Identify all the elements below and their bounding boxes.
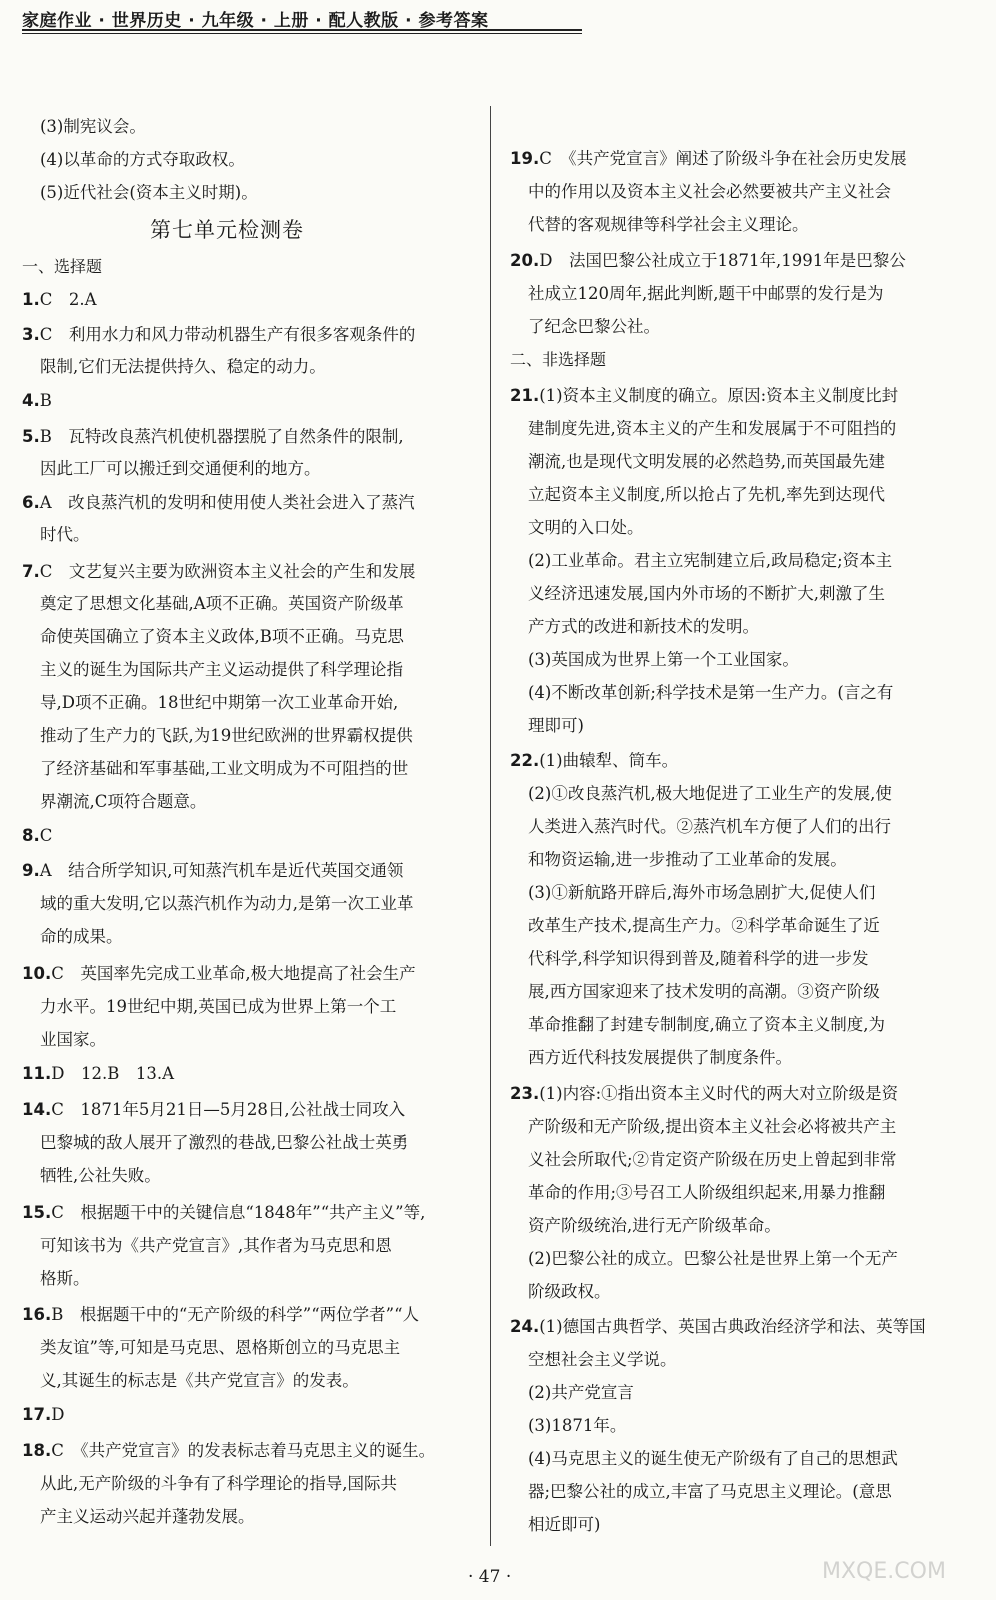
answer-item xyxy=(22,1063,174,1085)
answer-text: 立起资本主义制度,所以抢占了先机,率先到达现代 xyxy=(528,485,885,504)
section-heading xyxy=(510,349,606,371)
answer-item xyxy=(22,390,52,412)
answer-line xyxy=(528,283,883,305)
answer-item xyxy=(22,1304,419,1326)
answer-text: (5)近代社会(资本主义时期)。 xyxy=(40,183,258,202)
answer-line xyxy=(40,1132,408,1154)
page-number: · 47 · xyxy=(468,1567,512,1587)
answer-text: 产主义运动兴起并蓬勃发展。 xyxy=(40,1507,255,1526)
answer-line xyxy=(40,725,413,747)
answer-text: 从此,无产阶级的斗争有了科学理论的指导,国际共 xyxy=(40,1474,397,1493)
answer-text: C xyxy=(39,826,53,845)
answer-text: 相近即可) xyxy=(528,1515,601,1534)
answer-text: 阶级政权。 xyxy=(528,1282,611,1301)
answer-item xyxy=(510,148,907,170)
answer-text: (2)工业革命。君主立宪制建立后,政局稳定;资本主 xyxy=(528,551,893,570)
answer-text: (1)资本主义制度的确立。原因:资本主义制度比封 xyxy=(539,386,899,405)
answer-text: 导,D项不正确。18世纪中期第一次工业革命开始, xyxy=(40,693,399,712)
header-rule xyxy=(22,29,582,31)
answer-text: 社成立120周年,据此判断,题干中邮票的发行是为 xyxy=(528,284,884,303)
answer-text: (3)英国成为世界上第一个工业国家。 xyxy=(528,650,799,669)
answer-text: C 根据题干中的关键信息“1848年”“共产主义”等, xyxy=(51,1203,426,1222)
answer-text: 命使英国确立了资本主义政体,B项不正确。马克思 xyxy=(40,627,404,646)
answer-text: (2)①改良蒸汽机,极大地促进了工业生产的发展,使 xyxy=(528,784,892,803)
question-number: 15. xyxy=(22,1203,52,1222)
answer-line xyxy=(40,149,245,171)
answer-item xyxy=(510,750,678,772)
answer-text: 一、选择题 xyxy=(22,257,103,276)
answer-line xyxy=(40,182,258,204)
answer-line xyxy=(528,583,885,605)
answer-line xyxy=(528,783,892,805)
answer-line xyxy=(528,316,660,338)
answer-line xyxy=(528,550,892,572)
answer-line xyxy=(40,356,326,378)
answer-text: 革命推翻了封建专制制度,确立了资本主义制度,为 xyxy=(528,1015,885,1034)
answer-text: 力水平。19世纪中期,英国已成为世界上第一个工 xyxy=(40,997,397,1016)
answer-line xyxy=(528,715,584,737)
answer-text: 空想社会主义学说。 xyxy=(528,1350,677,1369)
answer-line xyxy=(528,418,896,440)
answer-line xyxy=(528,1248,898,1270)
answer-text: 奠定了思想文化基础,A项不正确。英国资产阶级革 xyxy=(40,594,404,613)
answer-line xyxy=(40,1337,400,1359)
question-number: 8. xyxy=(22,826,40,845)
answer-item xyxy=(22,289,97,311)
answer-text: C 利用水力和风力带动机器生产有很多客观条件的 xyxy=(39,325,416,344)
answer-line xyxy=(528,649,799,671)
answer-text: 域的重大发明,它以蒸汽机作为动力,是第一次工业革 xyxy=(40,894,414,913)
answer-line xyxy=(40,692,398,714)
answer-line xyxy=(40,524,90,546)
answer-text: (2)巴黎公社的成立。巴黎公社是世界上第一个无产 xyxy=(528,1249,898,1268)
answer-line xyxy=(40,926,123,948)
answer-line xyxy=(40,1370,359,1392)
answer-text: (4)马克思主义的诞生使无产阶级有了自己的思想武 xyxy=(528,1449,898,1468)
answer-item xyxy=(22,963,416,985)
answer-line xyxy=(528,1215,781,1237)
answer-line xyxy=(528,181,891,203)
answer-text: (1)内容:①指出资本主义时代的两大对立阶级是资 xyxy=(539,1084,899,1103)
answer-item xyxy=(22,492,415,514)
question-number: 1. xyxy=(22,290,40,309)
answer-text: D 12.B 13.A xyxy=(51,1064,174,1083)
answer-text: A 改良蒸汽机的发明和使用使人类社会进入了蒸汽 xyxy=(39,493,415,512)
answer-text: 改革生产技术,提高生产力。②科学革命诞生了近 xyxy=(528,916,880,935)
answer-text: 代科学,科学知识得到普及,随着科学的进一步发 xyxy=(528,949,869,968)
answer-item xyxy=(22,1404,64,1426)
question-number: 6. xyxy=(22,493,40,512)
question-number: 22. xyxy=(510,751,540,770)
answer-line xyxy=(528,1415,626,1437)
answer-item xyxy=(510,385,898,407)
answer-item xyxy=(510,250,906,272)
answer-text: B 根据题干中的“无产阶级的科学”“两位学者”“人 xyxy=(51,1305,420,1324)
answer-item xyxy=(22,324,415,346)
header-title: 家庭作业 · 世界历史 · 九年级 · 上册 · 配人教版 · 参考答案 xyxy=(22,11,489,31)
answer-text: B xyxy=(39,391,52,410)
answer-line xyxy=(40,458,321,480)
answer-text: 巴黎城的敌人展开了激烈的巷战,巴黎公社战士英勇 xyxy=(40,1133,409,1152)
answer-text: 和物资运输,进一步推动了工业革命的发展。 xyxy=(528,850,847,869)
answer-line xyxy=(528,882,875,904)
answer-line xyxy=(528,682,893,704)
header-rule-thin xyxy=(22,33,582,34)
answer-text: C 文艺复兴主要为欧洲资本主义社会的产生和发展 xyxy=(39,562,416,581)
answer-text: 义经济迅速发展,国内外市场的不断扩大,刺激了生 xyxy=(528,584,885,603)
question-number: 11. xyxy=(22,1064,52,1083)
answer-line xyxy=(40,116,146,138)
answer-text: 文明的入口处。 xyxy=(528,518,644,537)
answer-line xyxy=(40,893,414,915)
answer-line xyxy=(528,948,869,970)
answer-text: (3)①新航路开辟后,海外市场急剧扩大,促使人们 xyxy=(528,883,876,902)
watermark-logo xyxy=(818,1486,978,1586)
answer-text: 资产阶级统治,进行无产阶级革命。 xyxy=(528,1216,781,1235)
answer-text: B 瓦特改良蒸汽机使机器摆脱了自然条件的限制, xyxy=(39,427,404,446)
answer-text: (3)制宪议会。 xyxy=(40,117,146,136)
answer-text: A 结合所学知识,可知蒸汽机车是近代英国交通领 xyxy=(39,861,404,880)
answer-line xyxy=(528,214,809,236)
answer-line xyxy=(40,1235,392,1257)
answer-line xyxy=(528,1014,885,1036)
answer-line xyxy=(528,1149,897,1171)
answer-text: 命的成果。 xyxy=(40,927,123,946)
answer-line xyxy=(40,758,408,780)
question-number: 19. xyxy=(510,149,540,168)
answer-line xyxy=(528,1349,677,1371)
answer-text: 义社会所取代;②肯定资产阶级在历史上曾起到非常 xyxy=(528,1150,897,1169)
answer-line xyxy=(528,981,880,1003)
question-number: 18. xyxy=(22,1441,52,1460)
answer-item xyxy=(510,1316,926,1338)
answer-item xyxy=(510,1083,898,1105)
answer-item xyxy=(22,1440,435,1462)
answer-text: 潮流,也是现代文明发展的必然趋势,而英国最先建 xyxy=(528,452,885,471)
answer-text: C 《共产党宣言》的发表标志着马克思主义的诞生。 xyxy=(51,1441,436,1460)
answer-text: 牺牲,公社失败。 xyxy=(40,1166,161,1185)
answer-line xyxy=(40,791,206,813)
answer-text: 限制,它们无法提供持久、稳定的动力。 xyxy=(40,357,326,376)
answer-text: 建制度先进,资本主义的产生和发展属于不可阻挡的 xyxy=(528,419,897,438)
answer-text: 展,西方国家迎来了技术发明的高潮。③资产阶级 xyxy=(528,982,880,1001)
answer-line xyxy=(528,517,644,539)
answer-line xyxy=(528,1281,611,1303)
answer-text: 因此工厂可以搬迁到交通便利的地方。 xyxy=(40,459,321,478)
answer-line xyxy=(40,626,404,648)
answer-line xyxy=(528,849,847,871)
answer-text: 产方式的改进和新技术的发明。 xyxy=(528,617,759,636)
answer-text: 理即可) xyxy=(528,716,584,735)
question-number: 3. xyxy=(22,325,40,344)
answer-line xyxy=(528,451,885,473)
answer-line xyxy=(40,996,396,1018)
question-number: 5. xyxy=(22,427,40,446)
answer-text: (1)德国古典哲学、英国古典政治经济学和法、英等国 xyxy=(539,1317,926,1336)
answer-text: 了经济基础和军事基础,工业文明成为不可阻挡的世 xyxy=(40,759,409,778)
answer-text: D 法国巴黎公社成立于1871年,1991年是巴黎公 xyxy=(539,251,906,270)
answer-text: (4)不断改革创新;科学技术是第一生产力。(言之有 xyxy=(528,683,894,702)
answer-item xyxy=(22,860,403,882)
question-number: 17. xyxy=(22,1405,52,1424)
answer-text: 代替的客观规律等科学社会主义理论。 xyxy=(528,215,809,234)
watermark-text: MXQE.COM xyxy=(822,1559,946,1584)
answer-text: 人类进入蒸汽时代。②蒸汽机车方便了人们的出行 xyxy=(528,817,891,836)
question-number: 20. xyxy=(510,251,540,270)
answer-item xyxy=(22,561,415,583)
answer-item xyxy=(22,426,404,448)
question-number: 23. xyxy=(510,1084,540,1103)
answer-text: C 《共产党宣言》阐述了阶级斗争在社会历史发展 xyxy=(539,149,907,168)
answer-text: 主义的诞生为国际共产主义运动提供了科学理论指 xyxy=(40,660,403,679)
answer-item xyxy=(22,1099,405,1121)
answer-line xyxy=(40,1165,161,1187)
answer-line xyxy=(40,659,403,681)
answer-text: 了纪念巴黎公社。 xyxy=(528,317,660,336)
answer-text: 时代。 xyxy=(40,525,90,544)
page-header xyxy=(22,0,582,34)
answer-text: 推动了生产力的飞跃,为19世纪欧洲的世界霸权提供 xyxy=(40,726,413,745)
answer-line xyxy=(528,1182,885,1204)
answer-text: 革命的作用;③号召工人阶级组织起来,用暴力推翻 xyxy=(528,1183,886,1202)
column-divider xyxy=(490,106,491,1546)
answer-text: 二、非选择题 xyxy=(510,350,607,369)
unit-title: 第七单元检测卷 xyxy=(150,218,304,242)
question-number: 10. xyxy=(22,964,52,983)
answer-line xyxy=(528,1514,600,1536)
answer-line xyxy=(528,1382,634,1404)
section-heading xyxy=(22,256,102,278)
answer-line xyxy=(528,1448,898,1470)
answer-text: C 英国率先完成工业革命,极大地提高了社会生产 xyxy=(51,964,416,983)
answer-text: D xyxy=(51,1405,65,1424)
answer-text: 义,其诞生的标志是《共产党宣言》的发表。 xyxy=(40,1371,359,1390)
answer-text: C 2.A xyxy=(39,290,97,309)
answer-line xyxy=(40,1268,90,1290)
question-number: 4. xyxy=(22,391,40,410)
answer-line xyxy=(40,1473,397,1495)
answer-line xyxy=(528,484,885,506)
question-number: 7. xyxy=(22,562,40,581)
question-number: 21. xyxy=(510,386,540,405)
answer-text: 业国家。 xyxy=(40,1030,106,1049)
answer-text: (4)以革命的方式夺取政权。 xyxy=(40,150,245,169)
answer-text: 可知该书为《共产党宣言》,其作者为马克思和恩 xyxy=(40,1236,392,1255)
answer-line xyxy=(40,1029,106,1051)
answer-item xyxy=(22,1202,425,1224)
answer-line xyxy=(528,816,891,838)
answer-text: 西方近代科技发展提供了制度条件。 xyxy=(528,1048,792,1067)
answer-text: 产阶级和无产阶级,提出资本主义社会必将被共产主 xyxy=(528,1117,897,1136)
answer-text: 类友谊”等,可知是马克思、恩格斯创立的马克思主 xyxy=(40,1338,401,1357)
answer-text: 中的作用以及资本主义社会必然要被共产主义社会 xyxy=(528,182,891,201)
answer-line xyxy=(528,1047,792,1069)
answer-line xyxy=(528,915,880,937)
answer-text: (1)曲辕犁、筒车。 xyxy=(539,751,679,770)
answer-line xyxy=(528,1116,896,1138)
answer-text: 格斯。 xyxy=(40,1269,90,1288)
answer-text: C 1871年5月21日—5月28日,公社战士同攻入 xyxy=(51,1100,406,1119)
question-number: 16. xyxy=(22,1305,52,1324)
question-number: 14. xyxy=(22,1100,52,1119)
question-number: 24. xyxy=(510,1317,540,1336)
answer-text: (2)共产党宣言 xyxy=(528,1383,634,1402)
answer-text: (3)1871年。 xyxy=(528,1416,627,1435)
answer-item xyxy=(22,825,52,847)
question-number: 9. xyxy=(22,861,40,880)
answer-line xyxy=(40,593,404,615)
answer-text: 器;巴黎公社的成立,丰富了马克思主义理论。(意思 xyxy=(528,1482,892,1501)
answer-line xyxy=(40,1506,255,1528)
answer-text: 界潮流,C项符合题意。 xyxy=(40,792,207,811)
answer-line xyxy=(528,616,759,638)
